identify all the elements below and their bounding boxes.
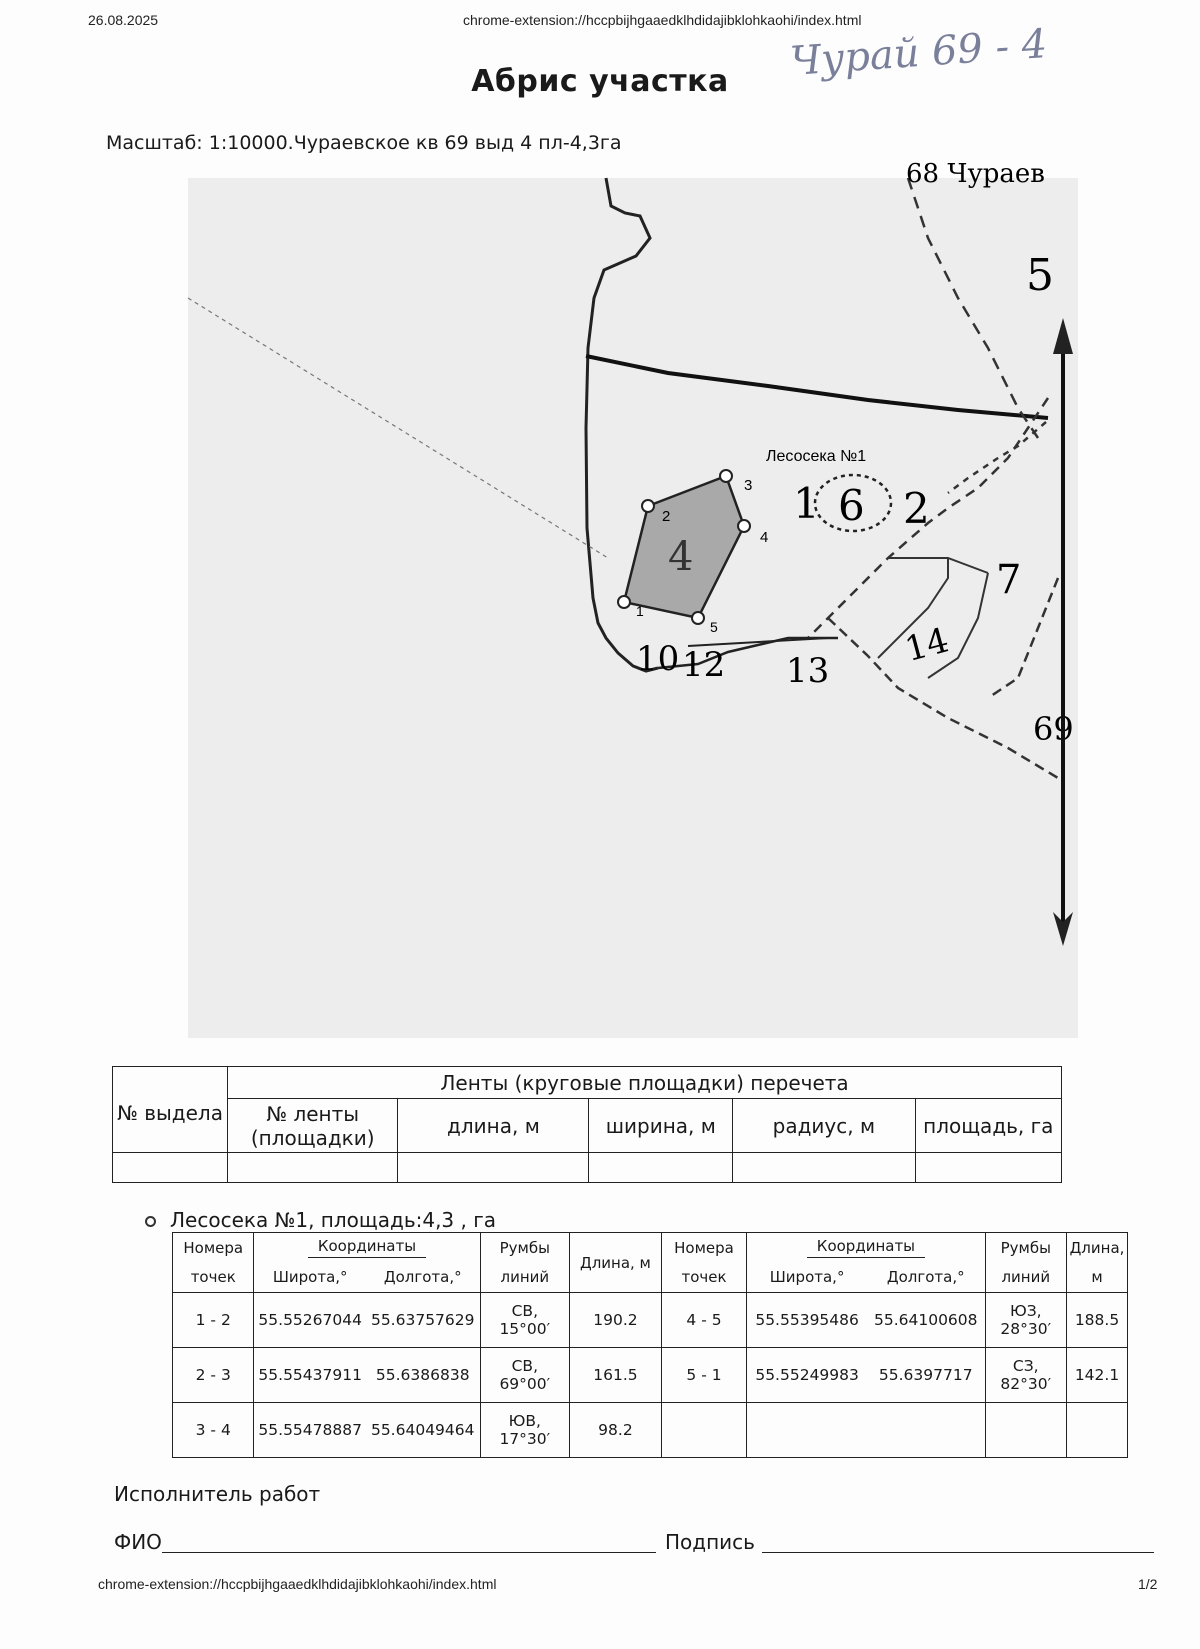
cell-rumb-angle: 17°30′ [499, 1430, 551, 1448]
signature-field[interactable] [762, 1552, 1154, 1553]
cell-rumb [985, 1348, 1066, 1403]
cell-lon [867, 1403, 985, 1458]
cell-rumb-dir: СВ, [511, 1357, 538, 1375]
h-coords-a [254, 1233, 480, 1263]
col-area-header: площадь, га [915, 1099, 1061, 1153]
scale-line: Масштаб: 1:10000.Чураевское кв 69 выд 4 пл-4,3га [106, 132, 622, 154]
cell-rumb-dir: ЮЗ, [1009, 1302, 1042, 1320]
cell-points: 3 - 4 [173, 1403, 254, 1458]
cell-points [661, 1403, 747, 1458]
neighbor-label-13: 13 [786, 651, 830, 691]
h-points-b-1: Номера [661, 1233, 747, 1263]
neighbor-label-2: 2 [903, 484, 930, 533]
cell-length: 161.5 [570, 1348, 662, 1403]
h-rumb-a-1: Румбы [480, 1233, 570, 1263]
h-len-b-1: Длина, [1067, 1233, 1128, 1263]
h-lon-a: Долгота,° [383, 1268, 462, 1287]
map-background [188, 178, 1078, 1038]
cell-rumb-dir: СВ, [511, 1302, 538, 1320]
neighbor-label-68: 68 Чураев [906, 159, 1045, 189]
cell-length [1067, 1403, 1128, 1458]
h-rumb-a-2: линий [480, 1263, 570, 1293]
cell-lat [747, 1403, 867, 1458]
lesoseka-line [145, 1208, 496, 1232]
neighbor-label-10: 10 [636, 639, 680, 679]
col-lenta-header [228, 1099, 398, 1153]
h-points-2: точек [173, 1263, 254, 1293]
cell-lat: 55.55249983 [747, 1348, 867, 1403]
cell-rumb-angle: 15°00′ [499, 1320, 551, 1338]
cell-lat: 55.55267044 [254, 1293, 366, 1348]
cell-rumb-angle: 69°00′ [499, 1375, 551, 1393]
footer-page-number: 1/2 [1138, 1576, 1158, 1592]
point-5-label: 5 [710, 619, 718, 635]
executor-label: Исполнитель работ [114, 1482, 321, 1506]
bullet-icon [145, 1216, 156, 1227]
cell-length: 142.1 [1067, 1348, 1128, 1403]
plot-map [188, 159, 1078, 1038]
h-coords-b-text: Координаты [807, 1237, 925, 1258]
col-length-header: длина, м [398, 1099, 589, 1153]
h-points-b-2: точек [661, 1263, 747, 1293]
cell-rumb-dir: ЮВ, [508, 1412, 541, 1430]
point-2-label: 2 [662, 508, 671, 525]
cell-lat: 55.55437911 [254, 1348, 366, 1403]
h-rumb-b-2: линий [985, 1263, 1066, 1293]
point-4-marker [738, 520, 750, 532]
cell-rumb [480, 1403, 570, 1458]
cell-rumb [480, 1348, 570, 1403]
h-coords-b [747, 1233, 985, 1263]
cell-lon: 55.64049464 [366, 1403, 480, 1458]
col-radius-header: радиус, м [733, 1099, 915, 1153]
lenty-empty-cell [733, 1153, 915, 1183]
footer-url: chrome-extension://hccpbijhgaaedklhdidajibklohkaohi/index.html [98, 1576, 497, 1592]
point-1-label: 1 [636, 603, 644, 619]
h-points-1: Номера [173, 1233, 254, 1263]
h-rumb-b-1: Румбы [985, 1233, 1066, 1263]
cell-length: 98.2 [570, 1403, 662, 1458]
col-lenta-line1: № ленты [266, 1101, 360, 1126]
table-row [173, 1293, 1128, 1348]
cell-points: 2 - 3 [173, 1348, 254, 1403]
point-4-label: 4 [760, 529, 769, 546]
cell-rumb [985, 1403, 1066, 1458]
print-url: chrome-extension://hccpbijhgaaedklhdidajibklohkaohi/index.html [463, 12, 862, 28]
cell-lat: 55.55395486 [747, 1293, 867, 1348]
table-row [173, 1403, 1128, 1458]
point-5-marker [692, 612, 704, 624]
col-vydel-header: № выдела [113, 1067, 228, 1153]
signature-label: Подпись [665, 1530, 755, 1554]
page-title: Абрис участка [471, 64, 729, 99]
lenty-empty-cell [915, 1153, 1061, 1183]
cell-rumb [985, 1293, 1066, 1348]
cell-lat: 55.55478887 [254, 1403, 366, 1458]
cell-rumb [480, 1293, 570, 1348]
fio-label: ФИО [114, 1530, 162, 1554]
neighbor-label-1: 1 [793, 479, 820, 528]
h-lon-b: Долгота,° [886, 1268, 965, 1287]
point-3-marker [720, 470, 732, 482]
point-1-marker [618, 596, 630, 608]
h-coords-a-text: Координаты [308, 1237, 426, 1258]
cell-rumb-dir: СЗ, [1012, 1357, 1039, 1375]
fio-field[interactable] [162, 1552, 656, 1553]
lesoseka-map-label: Лесосека №1 [766, 448, 867, 465]
neighbor-label-6: 6 [838, 481, 865, 530]
cell-points: 1 - 2 [173, 1293, 254, 1348]
neighbor-label-5: 5 [1026, 250, 1054, 301]
lesoseka-line-text: Лесосека №1, площадь:4,3 , га [170, 1208, 496, 1232]
h-len-b-2: м [1067, 1263, 1128, 1293]
h-lat-b: Широта,° [747, 1263, 867, 1293]
neighbor-label-69: 69 [1033, 710, 1074, 748]
lenty-empty-cell [398, 1153, 589, 1183]
handwritten-note: Чурай 69 - 4 [788, 21, 1049, 85]
point-3-label: 3 [744, 477, 753, 494]
cell-points: 5 - 1 [661, 1348, 747, 1403]
print-date: 26.08.2025 [88, 12, 159, 28]
point-2-marker [642, 500, 654, 512]
col-width-header: ширина, м [589, 1099, 733, 1153]
h-len-a: Длина, м [570, 1233, 662, 1293]
lenty-empty-cell [228, 1153, 398, 1183]
lenty-group-header: Ленты (круговые площадки) перечета [228, 1067, 1062, 1099]
cell-length: 190.2 [570, 1293, 662, 1348]
lenty-empty-cell [589, 1153, 733, 1183]
vydel-number: 4 [668, 534, 694, 580]
cell-lon: 55.6386838 [366, 1348, 480, 1403]
h-lat-a: Широта,° [254, 1263, 366, 1293]
col-lenta-line2: (площадки) [250, 1125, 375, 1150]
neighbor-label-12: 12 [682, 645, 726, 685]
cell-lon: 55.63757629 [366, 1293, 480, 1348]
table-row [173, 1348, 1128, 1403]
cell-points: 4 - 5 [661, 1293, 747, 1348]
cell-lon: 55.64100608 [867, 1293, 985, 1348]
lenty-empty-cell [113, 1153, 228, 1183]
cell-rumb-angle: 28°30′ [1000, 1320, 1052, 1338]
lenty-table [112, 1066, 1062, 1183]
cell-rumb-angle: 82°30′ [1000, 1375, 1052, 1393]
cell-lon: 55.6397717 [867, 1348, 985, 1403]
cell-length: 188.5 [1067, 1293, 1128, 1348]
neighbor-label-14: 14 [900, 620, 953, 671]
coordinates-table [172, 1232, 1128, 1458]
neighbor-label-7: 7 [996, 557, 1022, 603]
